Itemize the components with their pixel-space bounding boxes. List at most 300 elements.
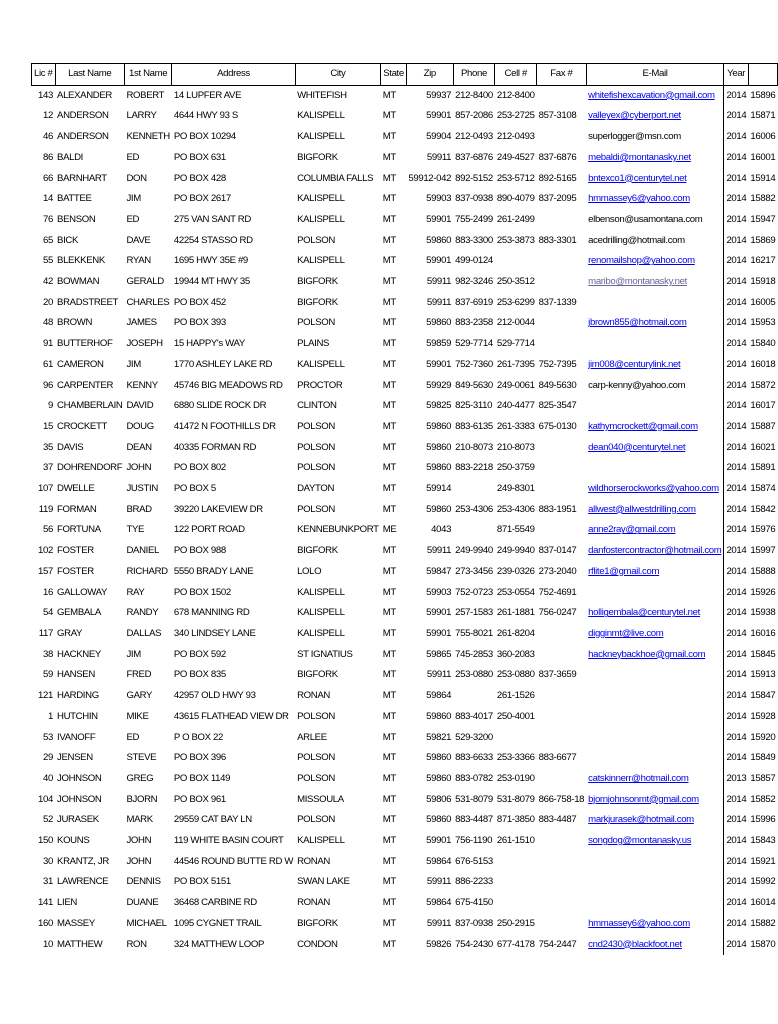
phone-cell: 756-1190 — [455, 835, 493, 847]
address-cell: 29559 CAT BAY LN — [173, 814, 252, 826]
table-row — [32, 831, 778, 852]
cell-phone-cell: 253-0880 — [496, 669, 535, 681]
city-cell: RONAN — [297, 855, 330, 867]
year-cell: 2014 — [724, 376, 748, 397]
email-cell — [586, 396, 724, 417]
fax-cell — [537, 852, 587, 873]
header-last-name: Last Name — [55, 64, 124, 86]
address-cell: 43615 FLATHEAD VIEW DR — [173, 710, 289, 722]
year-cell: 2014 — [724, 728, 748, 749]
table-row — [32, 334, 778, 355]
id-cell: 15888 — [750, 565, 776, 577]
zip-cell: 59901 — [426, 110, 452, 122]
city-cell: POLSON — [297, 420, 335, 432]
fax-cell — [537, 831, 587, 852]
address-cell: 41472 N FOOTHILLS DR — [173, 420, 276, 432]
lic-cell: 59 — [43, 669, 54, 681]
email-cell — [586, 935, 724, 956]
state-cell: MT — [382, 420, 396, 432]
first-name-cell: LARRY — [126, 110, 157, 122]
table-row — [32, 417, 778, 438]
email-link[interactable]: bjornjohnsonmt@gmail.com — [588, 793, 699, 805]
year-cell: 2014 — [724, 562, 748, 583]
table-row — [32, 355, 778, 376]
email-cell — [586, 458, 724, 479]
state-cell: MT — [382, 213, 396, 225]
lic-cell: 141 — [38, 897, 54, 909]
city-cell: POLSON — [297, 317, 335, 329]
email-cell — [586, 189, 724, 210]
id-cell: 15996 — [750, 814, 776, 826]
lic-cell: 46 — [43, 131, 54, 143]
id-cell: 15882 — [750, 193, 776, 205]
state-cell: MT — [382, 296, 396, 308]
zip-cell: 59911 — [426, 545, 452, 557]
fax-cell — [537, 334, 587, 355]
email-link[interactable]: bntexco1@centurytel.net — [588, 172, 687, 184]
phone-cell: 837-6876 — [455, 151, 493, 163]
table-row — [32, 127, 778, 148]
city-cell: CONDON — [297, 938, 338, 950]
state-cell: MT — [382, 897, 396, 909]
first-name-cell: MARK — [126, 814, 153, 826]
last-name-cell: BICK — [57, 234, 79, 246]
header-email: E-Mail — [586, 64, 724, 86]
table-row — [32, 396, 778, 417]
email-cell — [586, 686, 724, 707]
cell-phone-cell: 250-4001 — [496, 710, 535, 722]
lic-cell: 86 — [43, 151, 54, 163]
email-cell — [586, 914, 724, 935]
phone-cell: 676-5153 — [455, 855, 493, 867]
lic-cell: 35 — [43, 441, 54, 453]
email-link[interactable]: hackneybackhoe@gmail.com — [588, 648, 706, 660]
email-cell — [586, 293, 724, 314]
state-cell: MT — [382, 400, 396, 412]
first-name-cell: DALLAS — [126, 627, 162, 639]
phone-cell: 745-2853 — [455, 648, 493, 660]
lic-cell: 9 — [48, 400, 54, 412]
address-cell: PO BOX 835 — [173, 669, 226, 681]
id-cell: 15874 — [750, 483, 776, 495]
table-row — [32, 541, 778, 562]
cell-phone-cell: 249-4527 — [496, 151, 535, 163]
header-city: City — [295, 64, 381, 86]
city-cell: POLSON — [297, 503, 335, 515]
id-cell: 15870 — [750, 938, 776, 950]
first-name-cell: DOUG — [126, 420, 154, 432]
lic-cell: 56 — [43, 524, 54, 536]
first-name-cell: STEVE — [126, 752, 157, 764]
email-cell — [586, 665, 724, 686]
email-cell — [586, 748, 724, 769]
email-link[interactable]: anne2ray@gmail.com — [588, 524, 676, 536]
phone-cell: 752-0723 — [455, 586, 493, 598]
zip-cell: 59860 — [426, 814, 452, 826]
table-row — [32, 665, 778, 686]
address-cell: P O BOX 22 — [173, 731, 223, 743]
phone-cell — [453, 686, 495, 707]
lic-cell: 29 — [43, 752, 54, 764]
table-row — [32, 520, 778, 541]
table-row — [32, 210, 778, 231]
id-cell: 15869 — [750, 234, 776, 246]
phone-cell: 883-4487 — [455, 814, 493, 826]
city-cell: WHITEFISH — [297, 89, 347, 101]
last-name-cell: GEMBALA — [57, 607, 101, 619]
state-cell: MT — [382, 483, 396, 495]
email-link[interactable]: catskinnerr@hotmail.com — [588, 772, 689, 784]
zip-cell: 59864 — [426, 897, 452, 909]
phone-cell: 837-0938 — [455, 193, 493, 205]
cell-phone-cell: 240-4477 — [496, 400, 535, 412]
first-name-cell: GERALD — [126, 276, 164, 288]
year-cell: 2014 — [724, 748, 748, 769]
state-cell: MT — [382, 503, 396, 515]
zip-cell: 59911 — [426, 876, 452, 888]
email-cell — [586, 106, 724, 127]
state-cell: MT — [382, 110, 396, 122]
email-cell — [586, 500, 724, 521]
city-cell: POLSON — [297, 814, 335, 826]
zip-cell: 59860 — [426, 234, 452, 246]
id-cell: 15887 — [750, 420, 776, 432]
fax-cell: 675-0130 — [538, 420, 577, 432]
cell-phone-cell: 261-1526 — [496, 690, 535, 702]
fax-cell — [537, 85, 587, 106]
city-cell: POLSON — [297, 462, 335, 474]
fax-cell — [537, 914, 587, 935]
id-cell: 15914 — [750, 172, 776, 184]
cell-phone-cell — [495, 251, 537, 272]
cell-phone-cell: 250-3512 — [496, 276, 535, 288]
table-row — [32, 914, 778, 935]
zip-cell: 59929 — [426, 379, 452, 391]
first-name-cell: ED — [126, 213, 140, 225]
last-name-cell: CAMERON — [57, 358, 104, 370]
id-cell: 15896 — [750, 89, 776, 101]
email-cell — [586, 479, 724, 500]
lic-cell: 61 — [43, 358, 54, 370]
year-cell: 2014 — [724, 914, 748, 935]
year-cell: 2014 — [724, 852, 748, 873]
cell-phone-cell: 360-2083 — [496, 648, 535, 660]
zip-cell: 59860 — [426, 752, 452, 764]
zip-cell: 59860 — [426, 710, 452, 722]
phone-cell: 883-2218 — [455, 462, 493, 474]
first-name-cell: KENNY — [126, 379, 158, 391]
email-link[interactable]: hmmassey6@yahoo.com — [588, 917, 690, 929]
email-cell: elbenson@usamontana.com — [588, 213, 703, 225]
zip-cell: 59847 — [426, 565, 452, 577]
email-cell — [586, 334, 724, 355]
phone-cell: 883-6135 — [455, 420, 493, 432]
zip-cell: 59864 — [426, 855, 452, 867]
address-cell: PO BOX 592 — [173, 648, 226, 660]
table-row — [32, 169, 778, 190]
last-name-cell: IVANOFF — [57, 731, 96, 743]
fax-cell: 752-7395 — [538, 358, 577, 370]
table-row — [32, 438, 778, 459]
id-cell: 15926 — [750, 586, 776, 598]
id-cell: 16016 — [750, 627, 776, 639]
city-cell: KALISPELL — [297, 193, 345, 205]
id-cell: 15921 — [750, 855, 776, 867]
first-name-cell: JOSEPH — [126, 338, 163, 350]
city-cell: PLAINS — [297, 338, 330, 350]
lic-cell: 150 — [38, 835, 54, 847]
id-cell: 16017 — [750, 400, 776, 412]
header-year: Year — [724, 64, 748, 86]
cell-phone-cell: 261-8204 — [496, 627, 535, 639]
lic-cell: 31 — [43, 876, 54, 888]
zip-cell: 59911 — [426, 151, 452, 163]
first-name-cell: BRAD — [126, 503, 152, 515]
cell-phone-cell: 890-4079 — [496, 193, 535, 205]
year-cell: 2014 — [724, 665, 748, 686]
phone-cell: 755-2499 — [455, 213, 493, 225]
email-cell — [586, 417, 724, 438]
first-name-cell: JIM — [126, 358, 141, 370]
address-cell: 678 MANNING RD — [173, 607, 250, 619]
address-cell: 36468 CARBINE RD — [173, 897, 257, 909]
fax-cell: 825-3547 — [538, 400, 577, 412]
city-cell: POLSON — [297, 441, 335, 453]
zip-cell: 59901 — [426, 255, 452, 267]
first-name-cell: MIKE — [126, 710, 149, 722]
zip-cell: 59914 — [426, 483, 452, 495]
year-cell: 2014 — [724, 624, 748, 645]
fax-cell — [537, 728, 587, 749]
phone-cell: 212-8400 — [455, 89, 493, 101]
year-cell: 2014 — [724, 438, 748, 459]
city-cell: KALISPELL — [297, 213, 345, 225]
header-row — [32, 64, 778, 86]
last-name-cell: GALLOWAY — [57, 586, 107, 598]
last-name-cell: HANSEN — [57, 669, 95, 681]
email-link[interactable]: danfostercontractor@hotmail.com — [588, 545, 722, 557]
last-name-cell: BUTTERHOF — [57, 338, 113, 350]
cell-phone-cell: 253-5712 — [496, 172, 535, 184]
year-cell: 2014 — [724, 541, 748, 562]
phone-cell: 529-3200 — [455, 731, 493, 743]
last-name-cell: MATTHEW — [57, 938, 103, 950]
email-cell — [586, 624, 724, 645]
state-cell: MT — [382, 669, 396, 681]
city-cell: KENNEBUNKPORT — [297, 524, 379, 536]
last-name-cell: BALDI — [57, 151, 83, 163]
state-cell: MT — [382, 710, 396, 722]
zip-cell: 59860 — [426, 503, 452, 515]
state-cell: MT — [382, 379, 396, 391]
lic-cell: 54 — [43, 607, 54, 619]
lic-cell: 37 — [43, 462, 54, 474]
state-cell: MT — [382, 255, 396, 267]
address-cell: PO BOX 1502 — [173, 586, 231, 598]
last-name-cell: FORTUNA — [57, 524, 101, 536]
email-link[interactable]: mebaldi@montanasky.net — [588, 151, 691, 163]
email-cell — [586, 520, 724, 541]
address-cell: 5550 BRADY LANE — [173, 565, 254, 577]
last-name-cell: ANDERSON — [57, 131, 109, 143]
address-cell: 39220 LAKEVIEW DR — [173, 503, 263, 515]
email-link[interactable]: kathymcrockett@gmail.com — [588, 420, 698, 432]
lic-cell: 48 — [43, 317, 54, 329]
phone-cell: 531-8079 — [455, 793, 493, 805]
cell-phone-cell: 253-6299 — [496, 296, 535, 308]
id-cell: 15882 — [750, 917, 776, 929]
zip-cell: 4043 — [431, 524, 452, 536]
zip-cell: 59860 — [426, 441, 452, 453]
email-link[interactable]: dean040@centurytel.net — [588, 441, 686, 453]
table-row — [32, 790, 778, 811]
state-cell: MT — [382, 151, 396, 163]
state-cell: MT — [382, 338, 396, 350]
phone-cell: 212-0493 — [455, 131, 493, 143]
first-name-cell: DAVID — [126, 400, 154, 412]
id-cell: 15953 — [750, 317, 776, 329]
id-cell: 15840 — [750, 338, 776, 350]
address-cell: PO BOX 2617 — [173, 193, 231, 205]
email-link[interactable]: whitefishexcavation@gmail.com — [588, 89, 715, 101]
address-cell: 324 MATTHEW LOOP — [173, 938, 265, 950]
address-cell: PO BOX 961 — [173, 793, 226, 805]
city-cell: BIGFORK — [297, 151, 338, 163]
email-link[interactable]: allwest@allwestdrilling.com — [588, 503, 696, 515]
cell-phone-cell: 249-0061 — [496, 379, 535, 391]
fax-cell — [537, 313, 587, 334]
last-name-cell: CHAMBERLAIN — [57, 400, 123, 412]
first-name-cell: JIM — [126, 648, 141, 660]
email-link[interactable]: wildhorserockworks@yahoo.com — [588, 483, 719, 495]
email-link[interactable]: rflite1@gmail.com — [588, 565, 660, 577]
state-cell: MT — [382, 317, 396, 329]
cell-phone-cell: 261-1881 — [496, 607, 535, 619]
email-cell — [586, 438, 724, 459]
fax-cell — [537, 251, 587, 272]
header-state: State — [381, 64, 407, 86]
contractor-table — [31, 63, 778, 955]
year-cell: 2014 — [724, 85, 748, 106]
lic-cell: 157 — [38, 565, 54, 577]
lic-cell: 12 — [43, 110, 54, 122]
phone-cell: 849-5630 — [455, 379, 493, 391]
phone-cell: 837-0938 — [455, 917, 493, 929]
year-cell: 2014 — [724, 872, 748, 893]
email-link[interactable]: renomailshop@yahoo.com — [588, 255, 695, 267]
email-link[interactable]: songdog@montanasky.us — [588, 835, 692, 847]
zip-cell: 59860 — [426, 420, 452, 432]
id-cell: 15871 — [750, 110, 776, 122]
fax-cell: 892-5165 — [538, 172, 577, 184]
header-zip: Zip — [406, 64, 453, 86]
phone-cell: 752-7360 — [455, 358, 493, 370]
fax-cell — [537, 645, 587, 666]
lic-cell: 14 — [43, 193, 54, 205]
year-cell: 2014 — [724, 707, 748, 728]
email-link[interactable]: markjurasek@hotmail.com — [588, 814, 694, 826]
cell-phone-cell: 253-0554 — [496, 586, 535, 598]
email-link[interactable]: valleyex@cyberport.net — [588, 110, 681, 122]
email-link[interactable]: cnd2430@blackfoot.net — [588, 938, 682, 950]
lic-cell: 10 — [43, 938, 54, 950]
state-cell: MT — [382, 131, 396, 143]
state-cell: MT — [382, 234, 396, 246]
zip-cell: 59901 — [426, 213, 452, 225]
lic-cell: 30 — [43, 855, 54, 867]
last-name-cell: BARNHART — [57, 172, 107, 184]
email-link[interactable]: digginmt@live.com — [588, 627, 664, 639]
year-cell: 2014 — [724, 231, 748, 252]
email-link[interactable]: hmmassey6@yahoo.com — [588, 193, 690, 205]
state-cell: MT — [382, 441, 396, 453]
zip-cell: 59865 — [426, 648, 452, 660]
phone-cell: 273-3456 — [455, 565, 493, 577]
last-name-cell: FOSTER — [57, 565, 94, 577]
address-cell: PO BOX 428 — [173, 172, 226, 184]
address-cell: 19944 MT HWY 35 — [173, 276, 250, 288]
id-cell: 16005 — [750, 296, 776, 308]
address-cell: 119 WHITE BASIN COURT — [173, 835, 284, 847]
last-name-cell: FOSTER — [57, 545, 94, 557]
first-name-cell: DON — [126, 172, 147, 184]
year-cell: 2014 — [724, 106, 748, 127]
zip-cell: 59860 — [426, 462, 452, 474]
table-row — [32, 251, 778, 272]
lic-cell: 55 — [43, 255, 54, 267]
id-cell: 15947 — [750, 213, 776, 225]
phone-cell: 982-3246 — [455, 276, 493, 288]
city-cell: DAYTON — [297, 483, 335, 495]
year-cell: 2014 — [724, 210, 748, 231]
year-cell: 2014 — [724, 355, 748, 376]
email-link[interactable]: holligembala@centurytel.net — [588, 607, 700, 619]
city-cell: KALISPELL — [297, 627, 345, 639]
year-cell: 2014 — [724, 458, 748, 479]
lic-cell: 117 — [38, 627, 54, 639]
address-cell: PO BOX 396 — [173, 752, 226, 764]
email-link[interactable]: jbrown855@hotmail.com — [588, 317, 687, 329]
first-name-cell: FRED — [126, 669, 152, 681]
id-cell: 16217 — [750, 255, 776, 267]
first-name-cell: ED — [126, 151, 140, 163]
id-cell: 15857 — [750, 772, 776, 784]
table-row — [32, 935, 778, 956]
year-cell: 2014 — [724, 520, 748, 541]
year-cell: 2014 — [724, 189, 748, 210]
table-row — [32, 562, 778, 583]
zip-cell: 59864 — [426, 690, 452, 702]
fax-cell — [537, 520, 587, 541]
email-cell — [586, 852, 724, 873]
last-name-cell: BROWN — [57, 317, 93, 329]
address-cell: PO BOX 1149 — [173, 772, 231, 784]
phone-cell: 755-8021 — [455, 627, 493, 639]
email-cell — [586, 790, 724, 811]
last-name-cell: JENSEN — [57, 752, 93, 764]
cell-phone-cell: 253-3873 — [496, 234, 535, 246]
address-cell: PO BOX 393 — [173, 317, 226, 329]
last-name-cell: BENSON — [57, 213, 96, 225]
last-name-cell: ALEXANDER — [57, 89, 112, 101]
fax-cell: 866-758-18 — [538, 793, 585, 805]
email-link[interactable]: jim008@centurylink.net — [588, 358, 681, 370]
email-link[interactable]: maribo@montanasky.net — [588, 276, 687, 288]
first-name-cell: DANIEL — [126, 545, 160, 557]
lic-cell: 96 — [43, 379, 54, 391]
phone-cell: 249-9940 — [455, 545, 493, 557]
cell-phone-cell: 261-2499 — [496, 213, 535, 225]
